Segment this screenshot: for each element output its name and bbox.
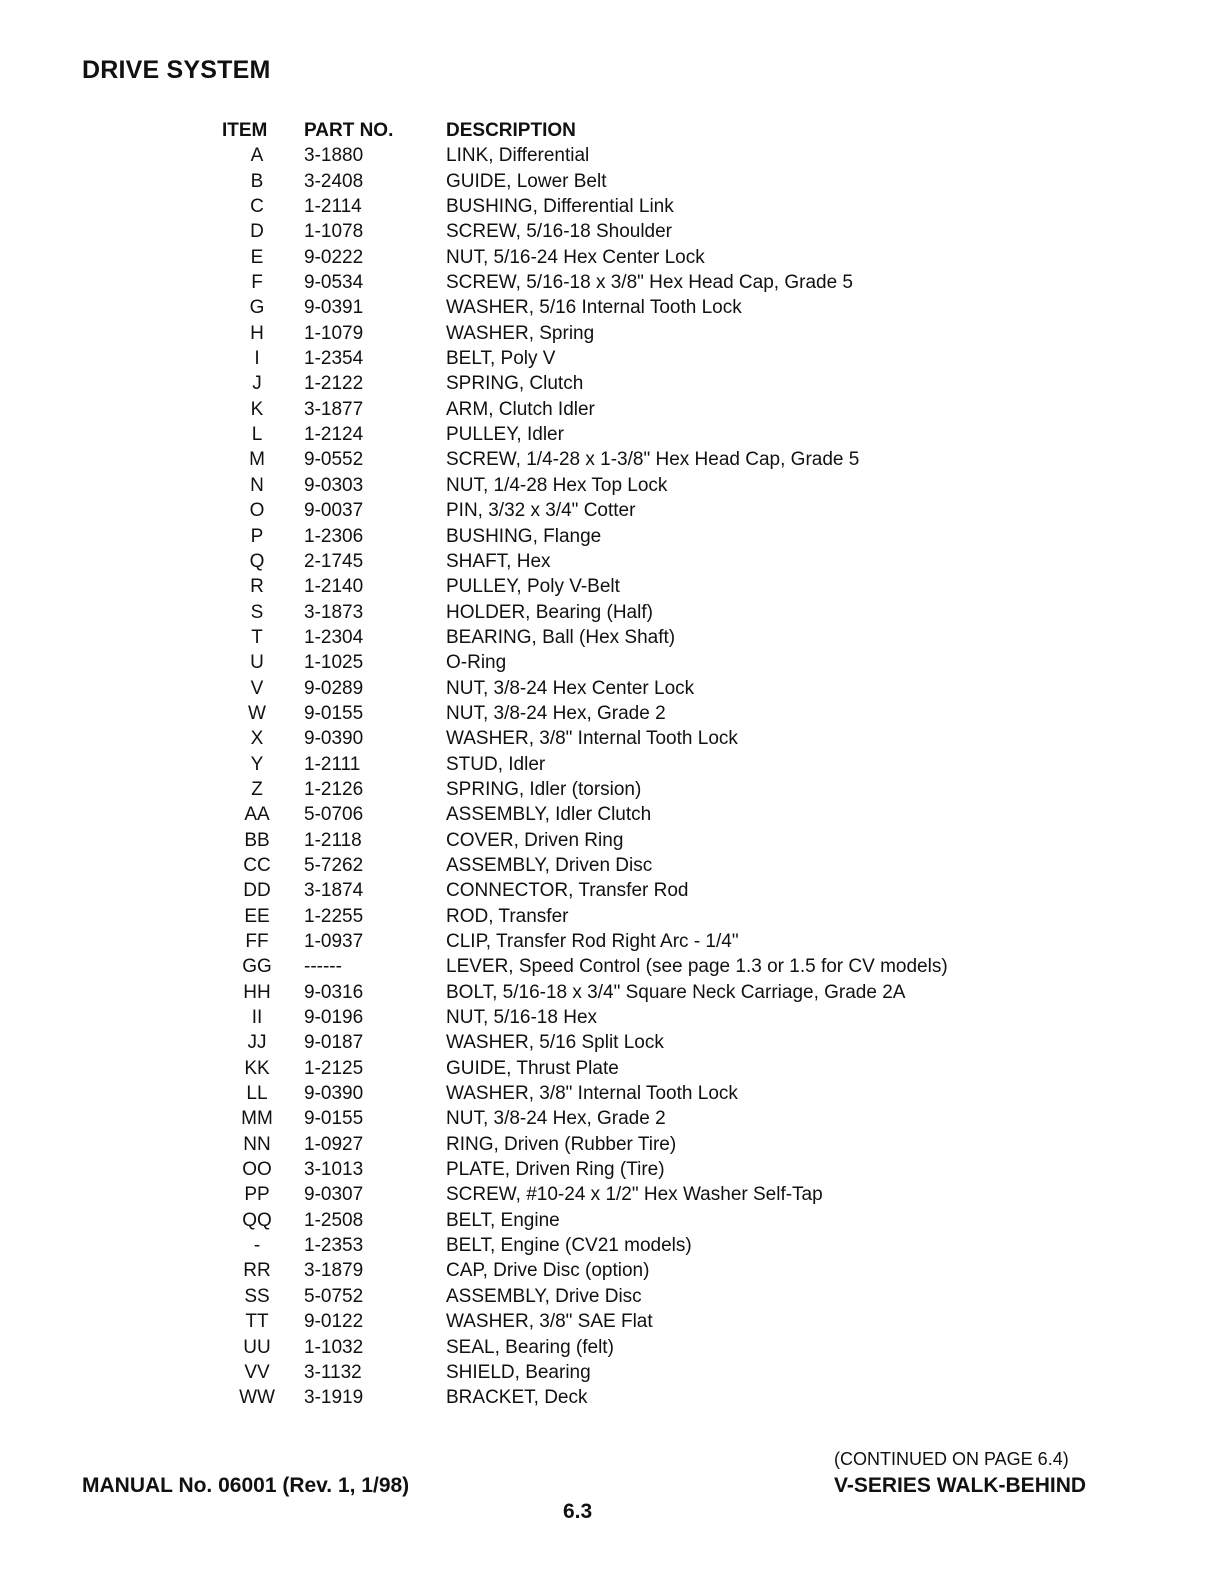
item-cell: NN [243,1133,271,1155]
part-number-cell: 1-2118 [304,829,362,851]
part-number-cell: 2-1745 [304,550,364,572]
description-cell: HOLDER, Bearing (Half) [446,601,653,623]
description-cell: GUIDE, Thrust Plate [446,1057,619,1079]
description-cell: PLATE, Driven Ring (Tire) [446,1159,665,1181]
table-row [222,1132,1182,1157]
part-number-cell: 5-0706 [304,804,364,826]
item-cell: G [249,297,265,319]
table-row [222,1182,1182,1207]
part-number-cell: 1-2126 [304,778,364,800]
table-row [222,1005,1182,1030]
table-row [222,346,1182,371]
item-cell: II [251,1007,263,1029]
part-number-cell: ------ [304,956,342,978]
description-cell: SEAL, Bearing (felt) [446,1336,614,1358]
description-cell: PULLEY, Idler [446,424,564,446]
description-cell: WASHER, Spring [446,322,595,344]
item-cell: HH [243,981,271,1003]
part-number-cell: 1-2304 [304,626,364,648]
table-row [222,194,1182,219]
part-number-cell: 1-2354 [304,348,364,370]
description-cell: NUT, 5/16-18 Hex [446,1007,598,1029]
description-cell: ASSEMBLY, Idler Clutch [446,804,652,826]
item-cell: R [250,576,264,598]
table-row [222,1030,1182,1055]
description-cell: WASHER, 3/8" SAE Flat [446,1311,653,1333]
description-cell: CLIP, Transfer Rod Right Arc - 1/4" [446,931,739,952]
description-cell: SCREW, #10-24 x 1/2" Hex Washer Self-Tap [446,1184,823,1206]
item-cell: T [251,626,263,648]
item-cell: Q [249,550,265,572]
part-number-cell: 9-0390 [304,1083,364,1105]
header-item: ITEM [222,120,268,141]
table-row [222,752,1182,777]
part-number-cell: 3-2408 [304,170,364,192]
part-number-cell: 5-0752 [304,1285,364,1307]
table-header-row [222,118,1182,143]
table-row [222,1233,1182,1258]
table-row [222,574,1182,599]
table-row [222,549,1182,574]
part-number-cell: 9-0303 [304,474,364,496]
part-number-cell: 9-0307 [304,1184,364,1206]
item-cell: - [253,1235,261,1257]
table-row [222,802,1182,827]
description-cell: STUD, Idler [446,753,546,775]
part-number-cell: 9-0122 [304,1311,364,1333]
part-number-cell: 3-1919 [304,1387,364,1409]
item-cell: JJ [247,1032,267,1054]
item-cell: AA [244,804,270,826]
item-cell: FF [245,931,269,952]
part-number-cell: 1-2124 [304,424,364,446]
item-cell: H [250,322,264,344]
table-row [222,321,1182,346]
item-cell: C [250,196,264,218]
part-number-cell: 1-1079 [304,322,364,344]
description-cell: O-Ring [446,652,507,674]
item-cell: P [250,525,264,547]
part-number-cell: 9-0037 [304,500,364,522]
item-cell: S [250,601,264,623]
item-cell: J [252,373,262,395]
table-row [222,1106,1182,1131]
part-number-cell: 9-0390 [304,728,364,750]
part-number-cell: 1-2353 [304,1235,364,1257]
table-row [222,1385,1182,1410]
part-number-cell: 1-0927 [304,1133,364,1155]
table-row [222,929,1182,954]
table-row [222,371,1182,396]
part-number-cell: 9-0222 [304,246,364,268]
manual-number: MANUAL No. 06001 (Rev. 1, 1/98) [82,1474,410,1497]
description-cell: BRACKET, Deck [446,1387,588,1409]
description-cell: WASHER, 3/8" Internal Tooth Lock [446,728,738,750]
table-row [222,1081,1182,1106]
table-row [222,295,1182,320]
table-row [222,954,1182,979]
table-row [222,828,1182,853]
part-number-cell: 9-0196 [304,1007,364,1029]
description-cell: SPRING, Clutch [446,373,584,395]
continued-note: (CONTINUED ON PAGE 6.4) [834,1449,1069,1469]
parts-table [222,118,1182,1411]
table-body [222,143,1182,1410]
item-cell: Y [250,753,264,775]
description-cell: ROD, Transfer [446,905,569,927]
item-cell: W [248,702,266,724]
table-row [222,650,1182,675]
table-row [222,777,1182,802]
table-row [222,980,1182,1005]
table-row [222,1360,1182,1385]
part-number-cell: 9-0391 [304,297,364,319]
part-number-cell: 3-1873 [304,601,364,623]
description-cell: SCREW, 5/16-18 x 3/8" Hex Head Cap, Grade 5 [446,272,853,294]
part-number-cell: 9-0187 [304,1032,364,1054]
description-cell: BEARING, Ball (Hex Shaft) [446,626,676,648]
part-number-cell: 5-7262 [304,854,364,876]
item-cell: WW [239,1387,275,1409]
item-cell: Z [251,778,263,800]
item-cell: DD [243,880,271,902]
part-number-cell: 3-1874 [304,880,364,902]
table-row [222,1258,1182,1283]
table-row [222,1335,1182,1360]
item-cell: B [250,170,264,192]
description-cell: CONNECTOR, Transfer Rod [446,880,689,902]
table-row [222,397,1182,422]
description-cell: BELT, Engine [446,1209,560,1231]
description-cell: WASHER, 5/16 Internal Tooth Lock [446,297,742,319]
series-name: V-SERIES WALK-BEHIND [834,1474,1087,1497]
part-number-cell: 9-0316 [304,981,364,1003]
description-cell: NUT, 1/4-28 Hex Top Lock [446,474,668,496]
part-number-cell: 3-1877 [304,398,364,420]
table-row [222,625,1182,650]
item-cell: PP [244,1184,270,1206]
part-number-cell: 1-2508 [304,1209,364,1231]
part-number-cell: 9-0552 [304,449,364,471]
item-cell: GG [242,956,272,978]
item-cell: N [250,474,264,496]
table-row [222,1157,1182,1182]
page-number: 6.3 [563,1500,593,1523]
table-row [222,498,1182,523]
part-number-cell: 1-2122 [304,373,364,395]
item-cell: UU [243,1336,271,1358]
item-cell: A [250,145,264,167]
item-cell: KK [244,1057,270,1079]
description-cell: WASHER, 5/16 Split Lock [446,1032,664,1054]
description-cell: PULLEY, Poly V-Belt [446,576,620,598]
description-cell: RING, Driven (Rubber Tire) [446,1133,677,1155]
item-cell: OO [242,1159,272,1181]
part-number-cell: 1-0937 [304,931,364,952]
description-cell: NUT, 3/8-24 Hex, Grade 2 [446,1108,666,1130]
description-cell: BUSHING, Flange [446,525,602,547]
description-cell: BUSHING, Differential Link [446,196,674,218]
part-number-cell: 1-1025 [304,652,364,674]
part-number-cell: 1-2111 [304,753,361,775]
description-cell: SCREW, 5/16-18 Shoulder [446,221,673,243]
part-number-cell: 1-2114 [304,196,362,218]
description-cell: COVER, Driven Ring [446,829,624,851]
description-cell: SHAFT, Hex [446,550,551,572]
description-cell: ASSEMBLY, Drive Disc [446,1285,642,1307]
table-row [222,676,1182,701]
table-row [222,853,1182,878]
item-cell: SS [244,1285,270,1307]
description-cell: NUT, 5/16-24 Hex Center Lock [446,246,705,268]
table-row [222,143,1182,168]
part-number-cell: 9-0534 [304,272,364,294]
item-cell: CC [243,854,271,876]
part-number-cell: 3-1013 [304,1159,364,1181]
item-cell: E [250,246,264,268]
item-cell: K [250,398,264,420]
header-part-no: PART NO. [304,120,394,141]
table-row [222,422,1182,447]
table-row [222,904,1182,929]
part-number-cell: 1-1032 [304,1336,364,1358]
table-row [222,1056,1182,1081]
item-cell: O [249,500,265,522]
item-cell: BB [244,829,270,851]
part-number-cell: 3-1879 [304,1260,364,1282]
part-number-cell: 1-1078 [304,221,364,243]
description-cell: WASHER, 3/8" Internal Tooth Lock [446,1083,738,1105]
part-number-cell: 3-1132 [304,1361,362,1383]
item-cell: VV [244,1361,270,1383]
description-cell: CAP, Drive Disc (option) [446,1260,650,1282]
part-number-cell: 1-2306 [304,525,364,547]
table-row [222,447,1182,472]
item-cell: U [250,652,264,674]
description-cell: ARM, Clutch Idler [446,398,595,420]
description-cell: BOLT, 5/16-18 x 3/4" Square Neck Carriage, Grade 2A [446,981,906,1003]
item-cell: M [249,449,265,471]
table-row [222,726,1182,751]
part-number-cell: 1-2255 [304,905,364,927]
description-cell: SPRING, Idler (torsion) [446,778,642,800]
description-cell: LEVER, Speed Control (see page 1.3 or 1.5 for CV models) [446,956,948,978]
table-row [222,524,1182,549]
description-cell: NUT, 3/8-24 Hex Center Lock [446,677,695,699]
description-cell: BELT, Poly V [446,348,556,370]
item-cell: V [250,677,264,699]
description-cell: BELT, Engine (CV21 models) [446,1235,692,1257]
item-cell: F [251,272,263,294]
item-cell: L [251,424,263,446]
header-description: DESCRIPTION [446,120,576,141]
item-cell: QQ [242,1209,272,1231]
description-cell: ASSEMBLY, Driven Disc [446,854,653,876]
table-row [222,245,1182,270]
item-cell: LL [246,1083,268,1105]
table-row [222,219,1182,244]
item-cell: X [250,728,264,750]
description-cell: LINK, Differential [446,145,590,167]
item-cell: EE [244,905,270,927]
item-cell: RR [243,1260,271,1282]
description-cell: PIN, 3/32 x 3/4" Cotter [446,500,636,522]
part-number-cell: 9-0155 [304,702,364,724]
item-cell: TT [245,1311,269,1333]
description-cell: SHIELD, Bearing [446,1361,591,1383]
page-title: DRIVE SYSTEM [82,56,271,84]
table-row [222,1309,1182,1334]
table-row [222,1284,1182,1309]
part-number-cell: 9-0289 [304,677,364,699]
table-row [222,169,1182,194]
description-cell: NUT, 3/8-24 Hex, Grade 2 [446,702,666,724]
part-number-cell: 3-1880 [304,145,364,167]
table-row [222,701,1182,726]
item-cell: MM [241,1108,273,1130]
part-number-cell: 1-2125 [304,1057,364,1079]
description-cell: SCREW, 1/4-28 x 1-3/8" Hex Head Cap, Grade 5 [446,449,860,471]
description-cell: GUIDE, Lower Belt [446,170,607,192]
table-row [222,1208,1182,1233]
part-number-cell: 1-2140 [304,576,364,598]
table-row [222,473,1182,498]
item-cell: I [254,348,260,370]
item-cell: D [250,221,264,243]
table-row [222,878,1182,903]
table-row [222,270,1182,295]
part-number-cell: 9-0155 [304,1108,364,1130]
table-row [222,600,1182,625]
